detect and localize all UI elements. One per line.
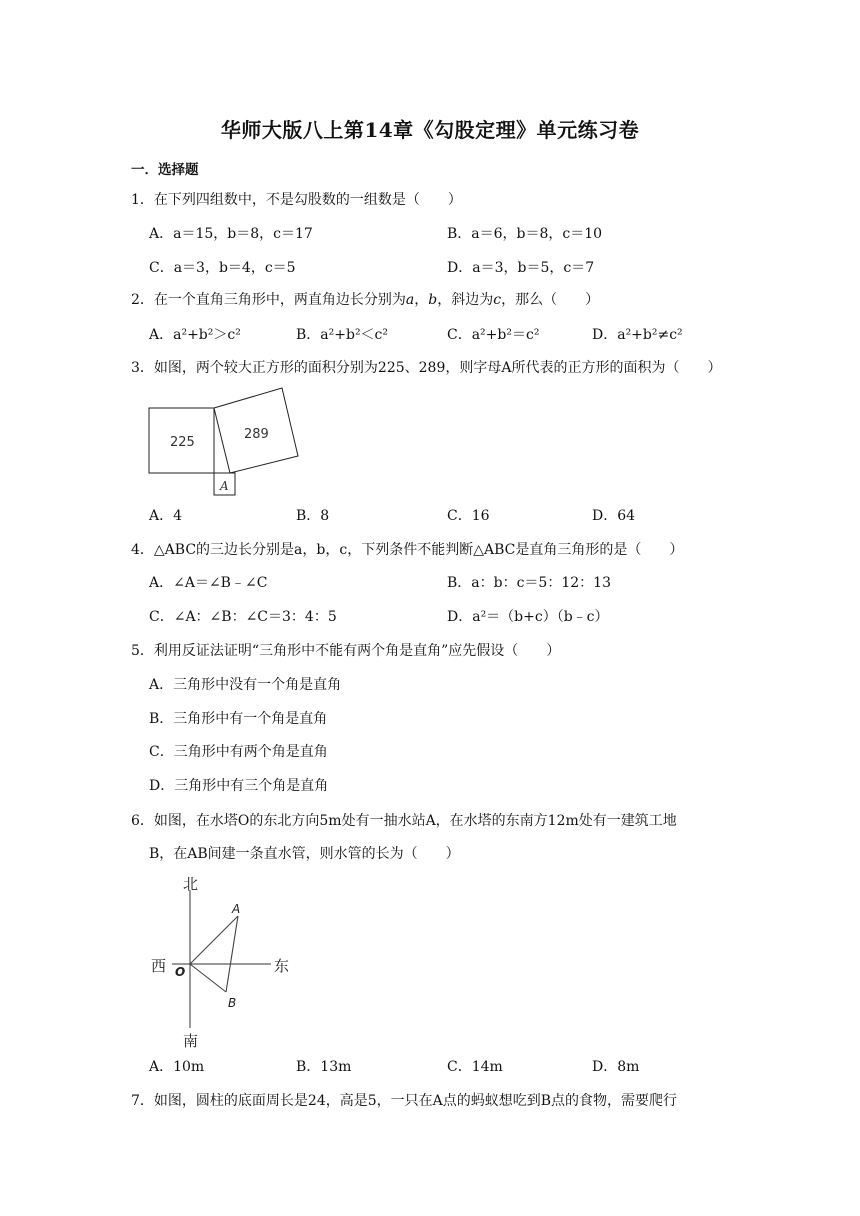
question-2-stem-text: ，斜边为 [437,292,494,308]
question-6-option-a[interactable]: A．10m [149,1059,205,1075]
question-6-stem-line-2: B，在AB间建一条直水管，则水管的长为（ ） [149,846,460,862]
label-o: O [175,965,186,979]
label-b: B [228,996,237,1010]
question-2-var-a: a [405,292,415,308]
question-2-var-b: b [428,292,438,308]
question-1-option-d[interactable]: D．a＝3，b＝5，c＝7 [447,260,595,276]
question-6-option-d[interactable]: D．8m [592,1059,640,1075]
label-south: 南 [183,1032,199,1050]
label-a: A [220,479,229,493]
segment-ob [190,964,226,992]
label-west: 西 [151,957,167,975]
question-1-stem: 1．在下列四组数中，不是勾股数的一组数是（ ） [131,192,462,208]
question-2-stem-text: ， [414,292,429,308]
question-5-stem: 5．利用反证法证明“三角形中不能有两个角是直角”应先假设（ ） [131,643,561,659]
question-2-option-c[interactable]: C．a²+b²＝c² [447,327,540,343]
question-6-stem-line-1: 6．如图，在水塔O的东北方向5m处有一抽水站A，在水塔的东南方12m处有一建筑工地 [131,813,677,829]
question-3-option-c[interactable]: C．16 [447,508,490,524]
label-289: 289 [244,427,269,442]
question-5-option-a[interactable]: A．三角形中没有一个角是直角 [149,677,342,693]
question-3-figure [140,385,320,500]
question-2-option-a[interactable]: A．a²+b²＞c² [149,327,241,343]
question-5-option-b[interactable]: B．三角形中有一个角是直角 [149,711,328,727]
question-4-option-d[interactable]: D．a²＝（b+c）（b﹣c） [447,609,609,625]
question-2-option-d[interactable]: D．a²+b²≠c² [592,327,683,343]
section-heading: 一．选择题 [131,162,199,178]
page-title: 华师大版八上第14章《勾股定理》单元练习卷 [220,118,640,142]
question-3-stem: 3．如图，两个较大正方形的面积分别为225、289，则字母A所代表的正方形的面积为（ ） [131,360,722,376]
question-2-var-c: c [493,292,502,308]
question-4-option-a[interactable]: A．∠A＝∠B﹣∠C [149,575,268,591]
question-6-option-b[interactable]: B．13m [296,1059,352,1075]
question-3-option-a[interactable]: A．4 [149,508,183,524]
question-3-option-d[interactable]: D．64 [592,508,636,524]
question-3-option-b[interactable]: B．8 [296,508,330,524]
label-north: 北 [183,875,199,893]
question-2-option-b[interactable]: B．a²+b²＜c² [296,327,389,343]
question-6-figure [148,868,298,1053]
question-1-option-a[interactable]: A．a＝15，b＝8，c＝17 [149,226,313,242]
question-6-option-c[interactable]: C．14m [447,1059,503,1075]
label-225: 225 [170,435,195,450]
question-5-option-c[interactable]: C．三角形中有两个角是直角 [149,744,328,760]
question-2-stem-text: ，那么（ ） [501,292,600,308]
question-4-stem: 4．△ABC的三边长分别是a，b，c，下列条件不能判断△ABC是直角三角形的是（ ） [131,542,684,558]
question-5-option-d[interactable]: D．三角形中有三个角是直角 [149,778,329,794]
question-2-stem [131,290,599,310]
question-1-option-c[interactable]: C．a＝3，b＝4，c＝5 [149,260,296,276]
segment-ab [226,916,238,992]
question-7-stem-line-1: 7．如图，圆柱的底面周长是24，高是5，一只在A点的蚂蚁想吃到B点的食物，需要爬行 [131,1093,678,1109]
question-4-option-c[interactable]: C．∠A：∠B：∠C＝3：4：5 [149,609,337,625]
question-1-option-b[interactable]: B．a＝6，b＝8，c＝10 [447,226,603,242]
question-4-option-b[interactable]: B．a：b：c＝5：12：13 [447,575,611,591]
segment-oa [190,916,238,964]
question-2-stem-text: 2．在一个直角三角形中，两直角边长分别为 [131,292,406,308]
label-east: 东 [274,957,290,975]
label-a: A [232,902,241,916]
